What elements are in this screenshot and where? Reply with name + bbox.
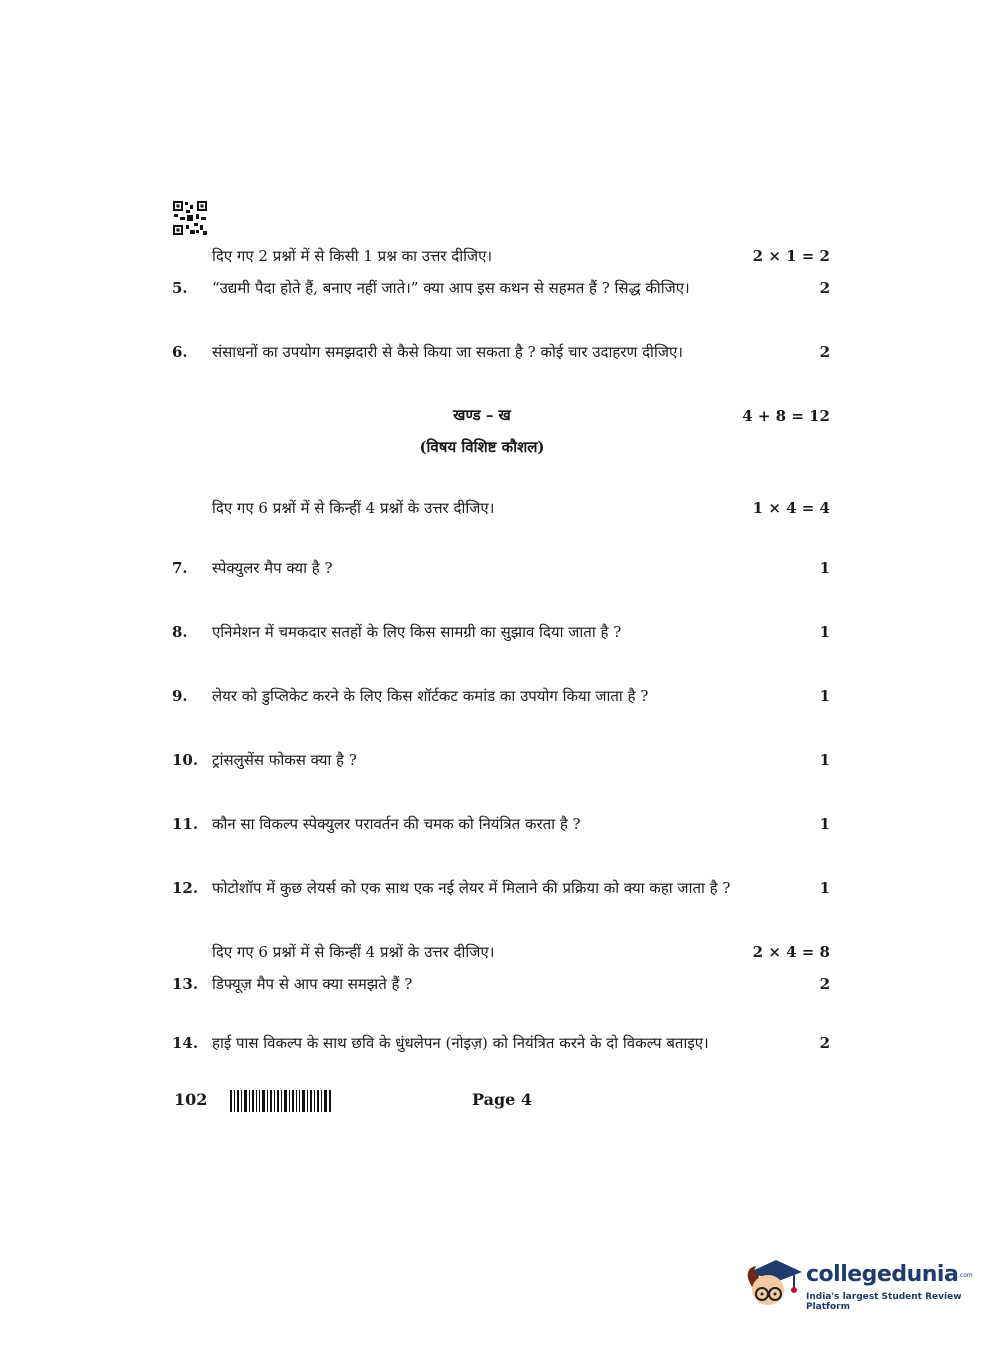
instruction-text: दिए गए 2 प्रश्नों में से किसी 1 प्रश्न का उत्तर दीजिए। bbox=[212, 247, 493, 265]
marks-scheme: 2 × 4 = 8 bbox=[752, 943, 830, 961]
section-subtitle: (विषय विशिष्ट कौशल) bbox=[419, 438, 545, 456]
question-number: 12. bbox=[172, 879, 199, 897]
question-marks: 1 bbox=[819, 687, 830, 705]
question-marks: 1 bbox=[819, 751, 830, 769]
question-text: ट्रांसलुसेंस फोकस क्या है ? bbox=[212, 751, 357, 769]
question-text: हाई पास विकल्प के साथ छवि के धुंधलेपन (नोइज़) को नियंत्रित करने के दो विकल्प बताइए। bbox=[212, 1034, 709, 1052]
qr-code-icon bbox=[172, 200, 208, 236]
question-number: 7. bbox=[172, 559, 188, 577]
question-text: डिफ्यूज़ मैप से आप क्या समझते हैं ? bbox=[212, 975, 413, 993]
brand-domain-suffix: .com bbox=[958, 1272, 973, 1279]
section-title: खण्ड – ख bbox=[453, 406, 511, 424]
instruction-text: दिए गए 6 प्रश्नों में से किन्हीं 4 प्रश्नों के उत्तर दीजिए। bbox=[212, 943, 495, 961]
brand-name: collegedunia bbox=[806, 1262, 959, 1287]
question-text: संसाधनों का उपयोग समझदारी से कैसे किया जा सकता है ? कोई चार उदाहरण दीजिए। bbox=[212, 343, 683, 361]
question-marks: 1 bbox=[819, 879, 830, 897]
barcode-icon bbox=[230, 1090, 332, 1112]
question-text: स्पेक्युलर मैप क्या है ? bbox=[212, 559, 333, 577]
marks-scheme: 2 × 1 = 2 bbox=[752, 247, 830, 265]
section-marks: 4 + 8 = 12 bbox=[742, 407, 830, 425]
question-marks: 1 bbox=[819, 559, 830, 577]
question-number: 10. bbox=[172, 751, 199, 769]
question-number: 14. bbox=[172, 1034, 199, 1052]
collegedunia-mascot-icon bbox=[742, 1250, 804, 1310]
page-number: Page 4 bbox=[472, 1090, 533, 1109]
question-number: 5. bbox=[172, 279, 188, 297]
question-marks: 1 bbox=[819, 815, 830, 833]
question-number: 13. bbox=[172, 975, 199, 993]
question-text: “उद्यमी पैदा होते हैं, बनाए नहीं जाते।” क्या आप इस कथन से सहमत हैं ? सिद्ध कीजिए। bbox=[212, 279, 690, 297]
question-number: 6. bbox=[172, 343, 188, 361]
question-text: फोटोशॉप में कुछ लेयर्स को एक साथ एक नई लेयर में मिलाने की प्रक्रिया को क्या कहा जाता है ? bbox=[212, 879, 731, 897]
question-text: एनिमेशन में चमकदार सतहों के लिए किस सामग्री का सुझाव दिया जाता है ? bbox=[212, 623, 622, 641]
paper-code: 102 bbox=[174, 1090, 208, 1109]
question-marks: 2 bbox=[819, 343, 830, 361]
question-marks: 1 bbox=[819, 623, 830, 641]
question-text: कौन सा विकल्प स्पेक्युलर परावर्तन की चमक को नियंत्रित करता है ? bbox=[212, 815, 581, 833]
question-number: 11. bbox=[172, 815, 199, 833]
instruction-text: दिए गए 6 प्रश्नों में से किन्हीं 4 प्रश्नों के उत्तर दीजिए। bbox=[212, 499, 495, 517]
brand-tagline: India's largest Student Review Platform bbox=[806, 1292, 962, 1312]
marks-scheme: 1 × 4 = 4 bbox=[752, 499, 830, 517]
question-marks: 2 bbox=[819, 279, 830, 297]
question-number: 8. bbox=[172, 623, 188, 641]
question-number: 9. bbox=[172, 687, 188, 705]
question-marks: 2 bbox=[819, 1034, 830, 1052]
question-text: लेयर को डुप्लिकेट करने के लिए किस शॉर्टकट कमांड का उपयोग किया जाता है ? bbox=[212, 687, 649, 705]
question-marks: 2 bbox=[819, 975, 830, 993]
